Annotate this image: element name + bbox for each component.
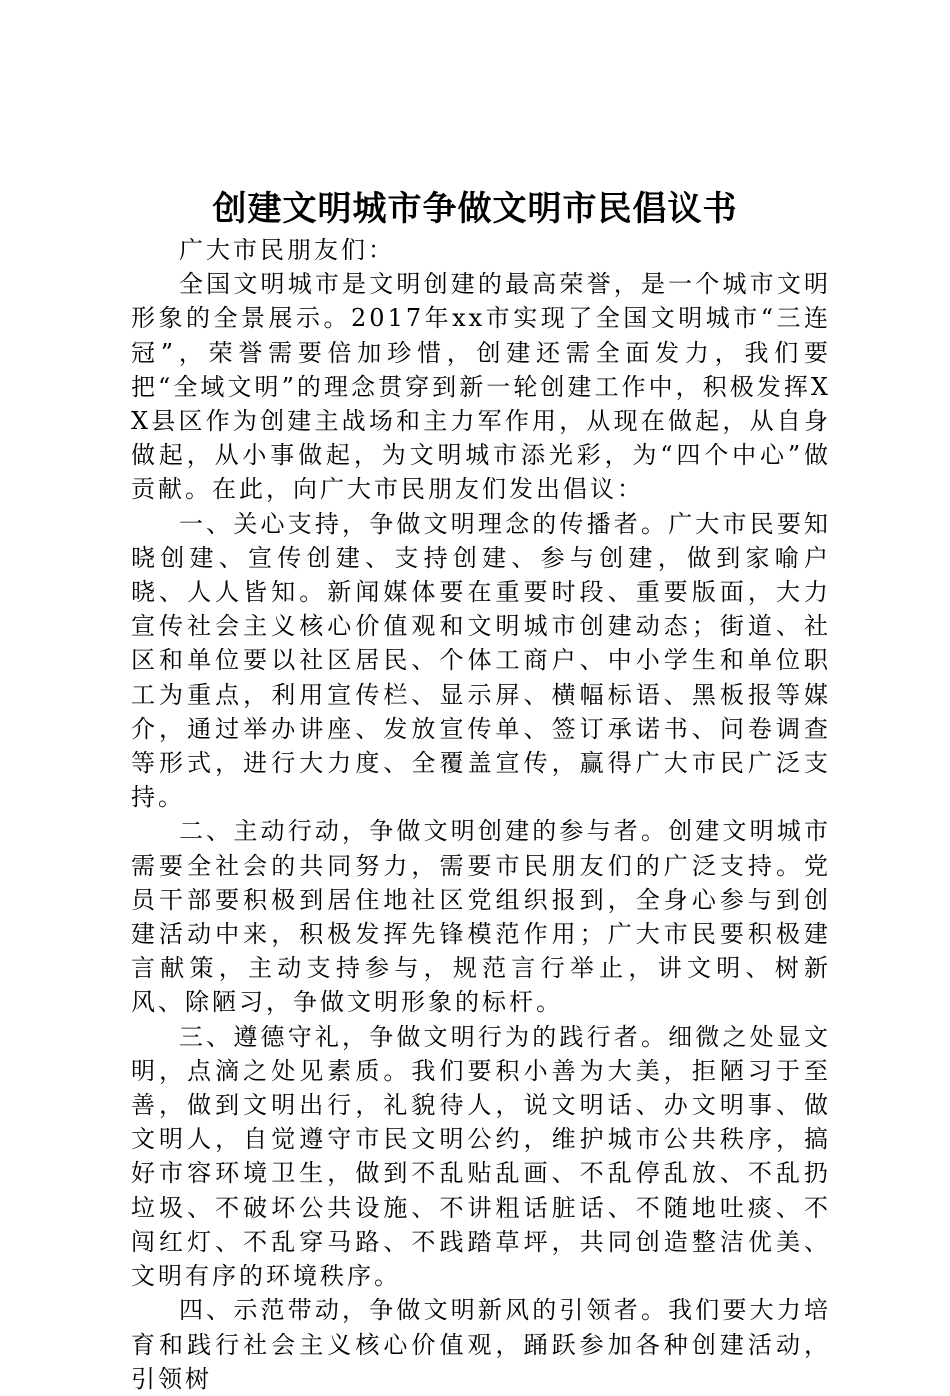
paragraph-three: 三、遵德守礼，争做文明行为的践行者。细微之处显文明，点滴之处见素质。我们要积小善为大美，拒陋习于至善，做到文明出行，礼貌待人，说文明话、办文明事、做文明人，自觉遵守市民文明公约，维护城市公共秩序，搞好市容环境卫生，做到不乱贴乱画、不乱停乱放、不乱扔垃圾、不破坏公共设施、不讲粗话脏话、不随地吐痰、不闯红灯、不乱穿马路、不践踏草坪，共同创造整洁优美、文明有序的环境秩序。 bbox=[131, 1022, 831, 1291]
paragraph-intro: 全国文明城市是文明创建的最高荣誉，是一个城市文明形象的全景展示。2017年xx市实现了全国文明城市“三连冠”，荣誉需要倍加珍惜，创建还需全面发力，我们要把“全域文明”的理念贯穿到新一轮创建工作中，积极发挥XX县区作为创建主战场和主力军作用，从现在做起，从自身做起，从小事做起，为文明城市添光彩，为“四个中心”做贡献。在此，向广大市民朋友们发出倡议： bbox=[131, 270, 831, 504]
paragraph-one: 一、关心支持，争做文明理念的传播者。广大市民要知晓创建、宣传创建、支持创建、参与创建，做到家喻户晓、人人皆知。新闻媒体要在重要时段、重要版面，大力宣传社会主义核心价值观和文明城市创建动态；街道、社区和单位要以社区居民、个体工商户、中小学生和单位职工为重点，利用宣传栏、显示屏、横幅标语、黑板报等媒介，通过举办讲座、发放宣传单、签订承诺书、问卷调查等形式，进行大力度、全覆盖宣传，赢得广大市民广泛支持。 bbox=[131, 509, 831, 812]
paragraph-four: 四、示范带动，争做文明新风的引领者。我们要大力培育和践行社会主义核心价值观，踊跃参加各种创建活动，引领树 bbox=[131, 1296, 831, 1393]
document-body bbox=[131, 233, 831, 1396]
paragraph-two: 二、主动行动，争做文明创建的参与者。创建文明城市需要全社会的共同努力，需要市民朋友们的广泛支持。党员干部要积极到居住地社区党组织报到，全身心参与到创建活动中来，积极发挥先锋模范作用；广大市民要积极建言献策，主动支持参与，规范言行举止，讲文明、树新风、除陋习，争做文明形象的标杆。 bbox=[131, 817, 831, 1017]
document-title: 创建文明城市争做文明市民倡议书 bbox=[212, 189, 738, 229]
salutation: 广大市民朋友们： bbox=[179, 236, 395, 264]
